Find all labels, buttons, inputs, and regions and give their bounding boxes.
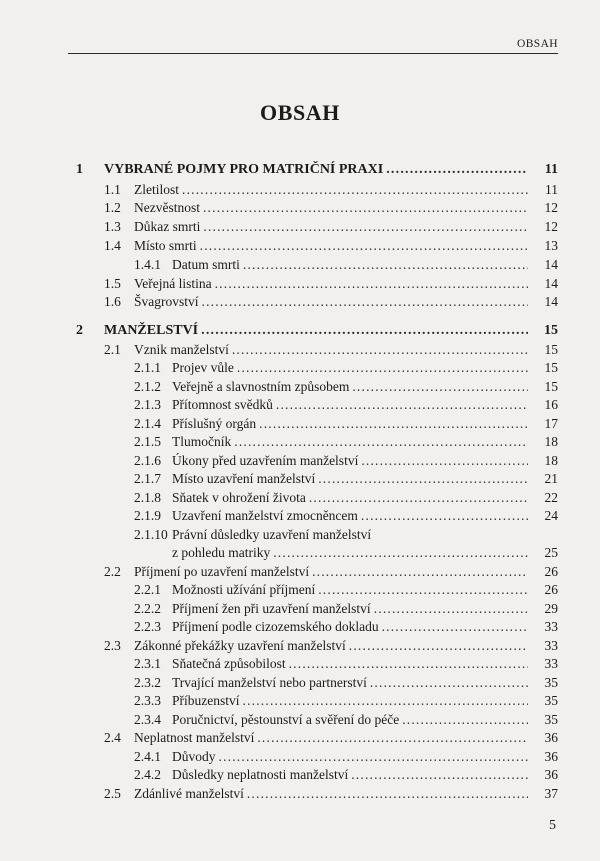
toc-entry-title: Neplatnost manželství [134,730,255,745]
toc-entry-title: Vznik manželství [134,342,229,357]
toc-row [0,218,600,236]
toc-entry-title: z pohledu matriky [172,545,271,560]
toc-page-number: 14 [544,276,558,291]
toc-entry [172,600,528,618]
toc-leader-dots [386,161,528,179]
toc-entry [172,470,528,488]
toc-entry-title: Příjmení žen při uzavření manželství [172,601,371,616]
toc-entry-title: Zletilost [134,182,179,197]
toc-leader-dots [402,711,528,729]
toc-entry-title: Datum smrti [172,257,240,272]
toc-entry [134,237,528,255]
toc-entry-title: Projev vůle [172,360,234,375]
toc-section-number: 2.1.5 [134,434,161,449]
toc-leader-dots [361,452,528,470]
toc-leader-dots [374,600,528,618]
toc-leader-dots [203,218,528,236]
toc-entry-title: MANŽELSTVÍ [104,323,199,338]
toc-section-number: 2.1.3 [134,397,161,412]
toc-entry [172,507,528,525]
toc-page-number: 26 [544,582,558,597]
toc-entry [134,275,528,293]
toc-page-number: 33 [544,619,558,634]
toc-entry [134,181,528,199]
toc-page-number: 22 [544,490,558,505]
toc-entry-title: Tlumočník [172,434,232,449]
toc-section-number: 1.2 [104,200,121,215]
toc-entry-title: Příjmení podle cizozemského dokladu [172,619,379,634]
toc-section-number: 2.2.3 [134,619,161,634]
toc-section-number: 1.6 [104,294,121,309]
toc-entry-title: Poručnictví, pěstounství a svěření do péče [172,712,400,727]
toc-section-number: 1.5 [104,276,121,291]
toc-leader-dots [349,637,528,655]
toc-page-number: 17 [544,416,558,431]
toc-entry [134,341,528,359]
toc-section-number: 2.3 [104,638,121,653]
toc-leader-dots [182,181,528,199]
toc-entry-title: Zdánlivé manželství [134,786,244,801]
toc-leader-dots [276,396,528,414]
toc-leader-dots [232,341,528,359]
toc-row [0,378,600,396]
toc-row [0,526,600,544]
toc-row [0,729,600,747]
running-header: OBSAH [517,38,558,50]
toc-row [0,748,600,766]
toc-entry-title: Možnosti užívání příjmení [172,582,316,597]
toc-row [0,199,600,217]
toc-page-number: 16 [544,397,558,412]
toc-entry [172,766,528,784]
toc-entry [134,199,528,217]
toc-page-number: 25 [544,545,558,560]
toc-entry [172,359,528,377]
toc-leader-dots [243,256,528,274]
toc-entry [134,218,528,236]
toc-row [0,618,600,636]
toc-leader-dots [243,692,529,710]
toc-row [0,785,600,803]
toc-page-number: 35 [544,675,558,690]
toc-leader-dots [318,581,528,599]
toc-leader-dots [219,748,529,766]
toc-page-number: 29 [544,601,558,616]
toc-entry [134,729,528,747]
toc-page-number: 37 [544,786,558,801]
toc-page-number: 15 [544,360,558,375]
toc-entry-title: Důsledky neplatnosti manželství [172,767,349,782]
toc-row [0,674,600,692]
toc-page-number: 21 [544,471,558,486]
toc-page-number: 36 [544,730,558,745]
toc-row [0,637,600,655]
toc-row [0,293,600,311]
toc-entry [172,396,528,414]
toc-leader-dots [237,359,528,377]
toc-row [0,322,600,340]
toc-entry-title: Nezvěstnost [134,200,200,215]
toc-entry-title: Zákonné překážky uzavření manželství [134,638,346,653]
toc-entry-title: Trvající manželství nebo partnerství [172,675,367,690]
toc-row [0,600,600,618]
toc-row [0,161,600,179]
toc-entry [172,415,528,433]
toc-leader-dots [215,275,528,293]
toc-entry-title: VYBRANÉ POJMY PRO MATRIČNÍ PRAXI [104,162,384,177]
toc-row [0,181,600,199]
toc-leader-dots [352,378,528,396]
toc-page-number: 12 [544,200,558,215]
toc-leader-dots [201,322,528,340]
toc-leader-dots [247,785,528,803]
toc-entry-title: Sňatečná způsobilost [172,656,286,671]
toc-row [0,711,600,729]
toc-page-number: 15 [544,323,558,338]
toc-section-number: 2.3.4 [134,712,161,727]
toc-entry [172,256,528,274]
toc-page-number: 11 [545,182,558,197]
toc-page-number: 35 [544,712,558,727]
toc-entry [172,674,528,692]
toc-section-number: 2.1.8 [134,490,161,505]
toc-section-number: 2.1.10 [134,527,168,542]
toc-section-number: 2.5 [104,786,121,801]
toc-entry [134,293,528,311]
toc-entry [104,161,528,179]
toc-leader-dots [259,415,528,433]
toc-row [0,256,600,274]
toc-page-number: 14 [544,257,558,272]
toc-row [0,563,600,581]
toc-row [0,396,600,414]
toc-row [0,237,600,255]
toc-leader-dots [257,729,528,747]
toc-leader-dots [351,766,528,784]
toc-section-number: 2.3.1 [134,656,161,671]
toc-page-number: 33 [544,656,558,671]
toc-section-number: 2.1.2 [134,379,161,394]
toc-entry [172,581,528,599]
toc-entry-title: Veřejně a slavnostním způsobem [172,379,350,394]
toc-section-number: 2.2 [104,564,121,579]
toc-entry [172,748,528,766]
toc-entry-title: Důkaz smrti [134,219,201,234]
toc-entry-title: Místo smrti [134,238,197,253]
toc-entry [172,378,528,396]
toc-page-number: 35 [544,693,558,708]
page-title: OBSAH [259,100,341,125]
toc-page-number: 12 [544,219,558,234]
toc-section-number: 2.3.3 [134,693,161,708]
toc-row [0,581,600,599]
toc-leader-dots [309,489,528,507]
toc-entry [172,433,528,451]
toc-entry-title: Příbuzenství [172,693,240,708]
toc-entry-title: Švagrovství [134,294,199,309]
toc-section-number: 1.1 [104,182,121,197]
toc-entry-title: Uzavření manželství zmocněncem [172,508,358,523]
toc-entry [172,489,528,507]
toc-entry-title: Příjmení po uzavření manželství [134,564,310,579]
toc-section-number: 1 [76,162,83,177]
toc-section-number: 2.1.1 [134,360,161,375]
toc-entry [172,618,528,636]
toc-section-number: 2.1.7 [134,471,161,486]
toc-page-number: 13 [544,238,558,253]
toc-section-number: 2.4 [104,730,121,745]
toc-section-number: 2.1 [104,342,121,357]
toc-page-number: 36 [544,749,558,764]
toc-entry-title: Úkony před uzavřením manželství [172,453,359,468]
toc-page-number: 24 [544,508,558,523]
toc-page-number: 15 [544,379,558,394]
toc-entry-title: Právní důsledky uzavření manželství [172,527,372,542]
toc-section-number: 2.2.1 [134,582,161,597]
toc-section-number: 2 [76,323,83,338]
toc-row [0,359,600,377]
toc-entry [134,563,528,581]
toc-row [0,452,600,470]
toc-row [0,692,600,710]
toc-entry-title: Přítomnost svědků [172,397,273,412]
toc-section-number: 2.1.9 [134,508,161,523]
toc-page-number: 36 [544,767,558,782]
toc-leader-dots [318,470,528,488]
toc-row [0,489,600,507]
toc-row [0,415,600,433]
toc-section-number: 2.4.1 [134,749,161,764]
toc-row [0,655,600,673]
toc-page-number: 11 [544,162,558,177]
toc-leader-dots [312,563,528,581]
toc-entry [172,711,528,729]
toc-entry-title: Sňatek v ohrožení života [172,490,306,505]
toc-row [0,275,600,293]
toc-page-number: 26 [544,564,558,579]
toc-row [0,341,600,359]
toc-leader-dots [361,507,528,525]
toc-row [0,766,600,784]
toc-section-number: 2.1.6 [134,453,161,468]
toc-leader-dots [382,618,528,636]
toc-entry-title: Důvody [172,749,216,764]
toc-section-number: 2.1.4 [134,416,161,431]
toc-row [0,470,600,488]
toc-row [0,544,600,562]
toc-section-number: 2.4.2 [134,767,161,782]
toc-entry [172,452,528,470]
toc-section-number: 1.4 [104,238,121,253]
toc-leader-dots [370,674,528,692]
toc-entry [172,692,528,710]
toc-entry-title: Místo uzavření manželství [172,471,316,486]
toc-leader-dots [289,655,528,673]
page-number: 5 [549,818,556,833]
toc-leader-dots [273,544,528,562]
toc-page-number: 33 [544,638,558,653]
toc-section-number: 2.3.2 [134,675,161,690]
toc-row [0,507,600,525]
toc-row [0,433,600,451]
toc-section-number: 1.4.1 [134,257,161,272]
toc-entry-title: Veřejná listina [134,276,212,291]
toc-entry [172,544,528,562]
toc-section-number: 2.2.2 [134,601,161,616]
toc-entry [134,637,528,655]
toc-leader-dots [200,237,528,255]
toc-page-number: 18 [544,434,558,449]
toc-entry [172,655,528,673]
toc-entry [172,526,528,544]
toc-section-number: 1.3 [104,219,121,234]
toc-page-number: 18 [544,453,558,468]
toc-page-number: 15 [544,342,558,357]
toc-entry-title: Příslušný orgán [172,416,257,431]
toc-leader-dots [234,433,528,451]
toc-leader-dots [202,293,528,311]
toc-page-number: 14 [544,294,558,309]
toc-entry [134,785,528,803]
toc-entry [104,322,528,340]
toc-leader-dots [203,199,528,217]
